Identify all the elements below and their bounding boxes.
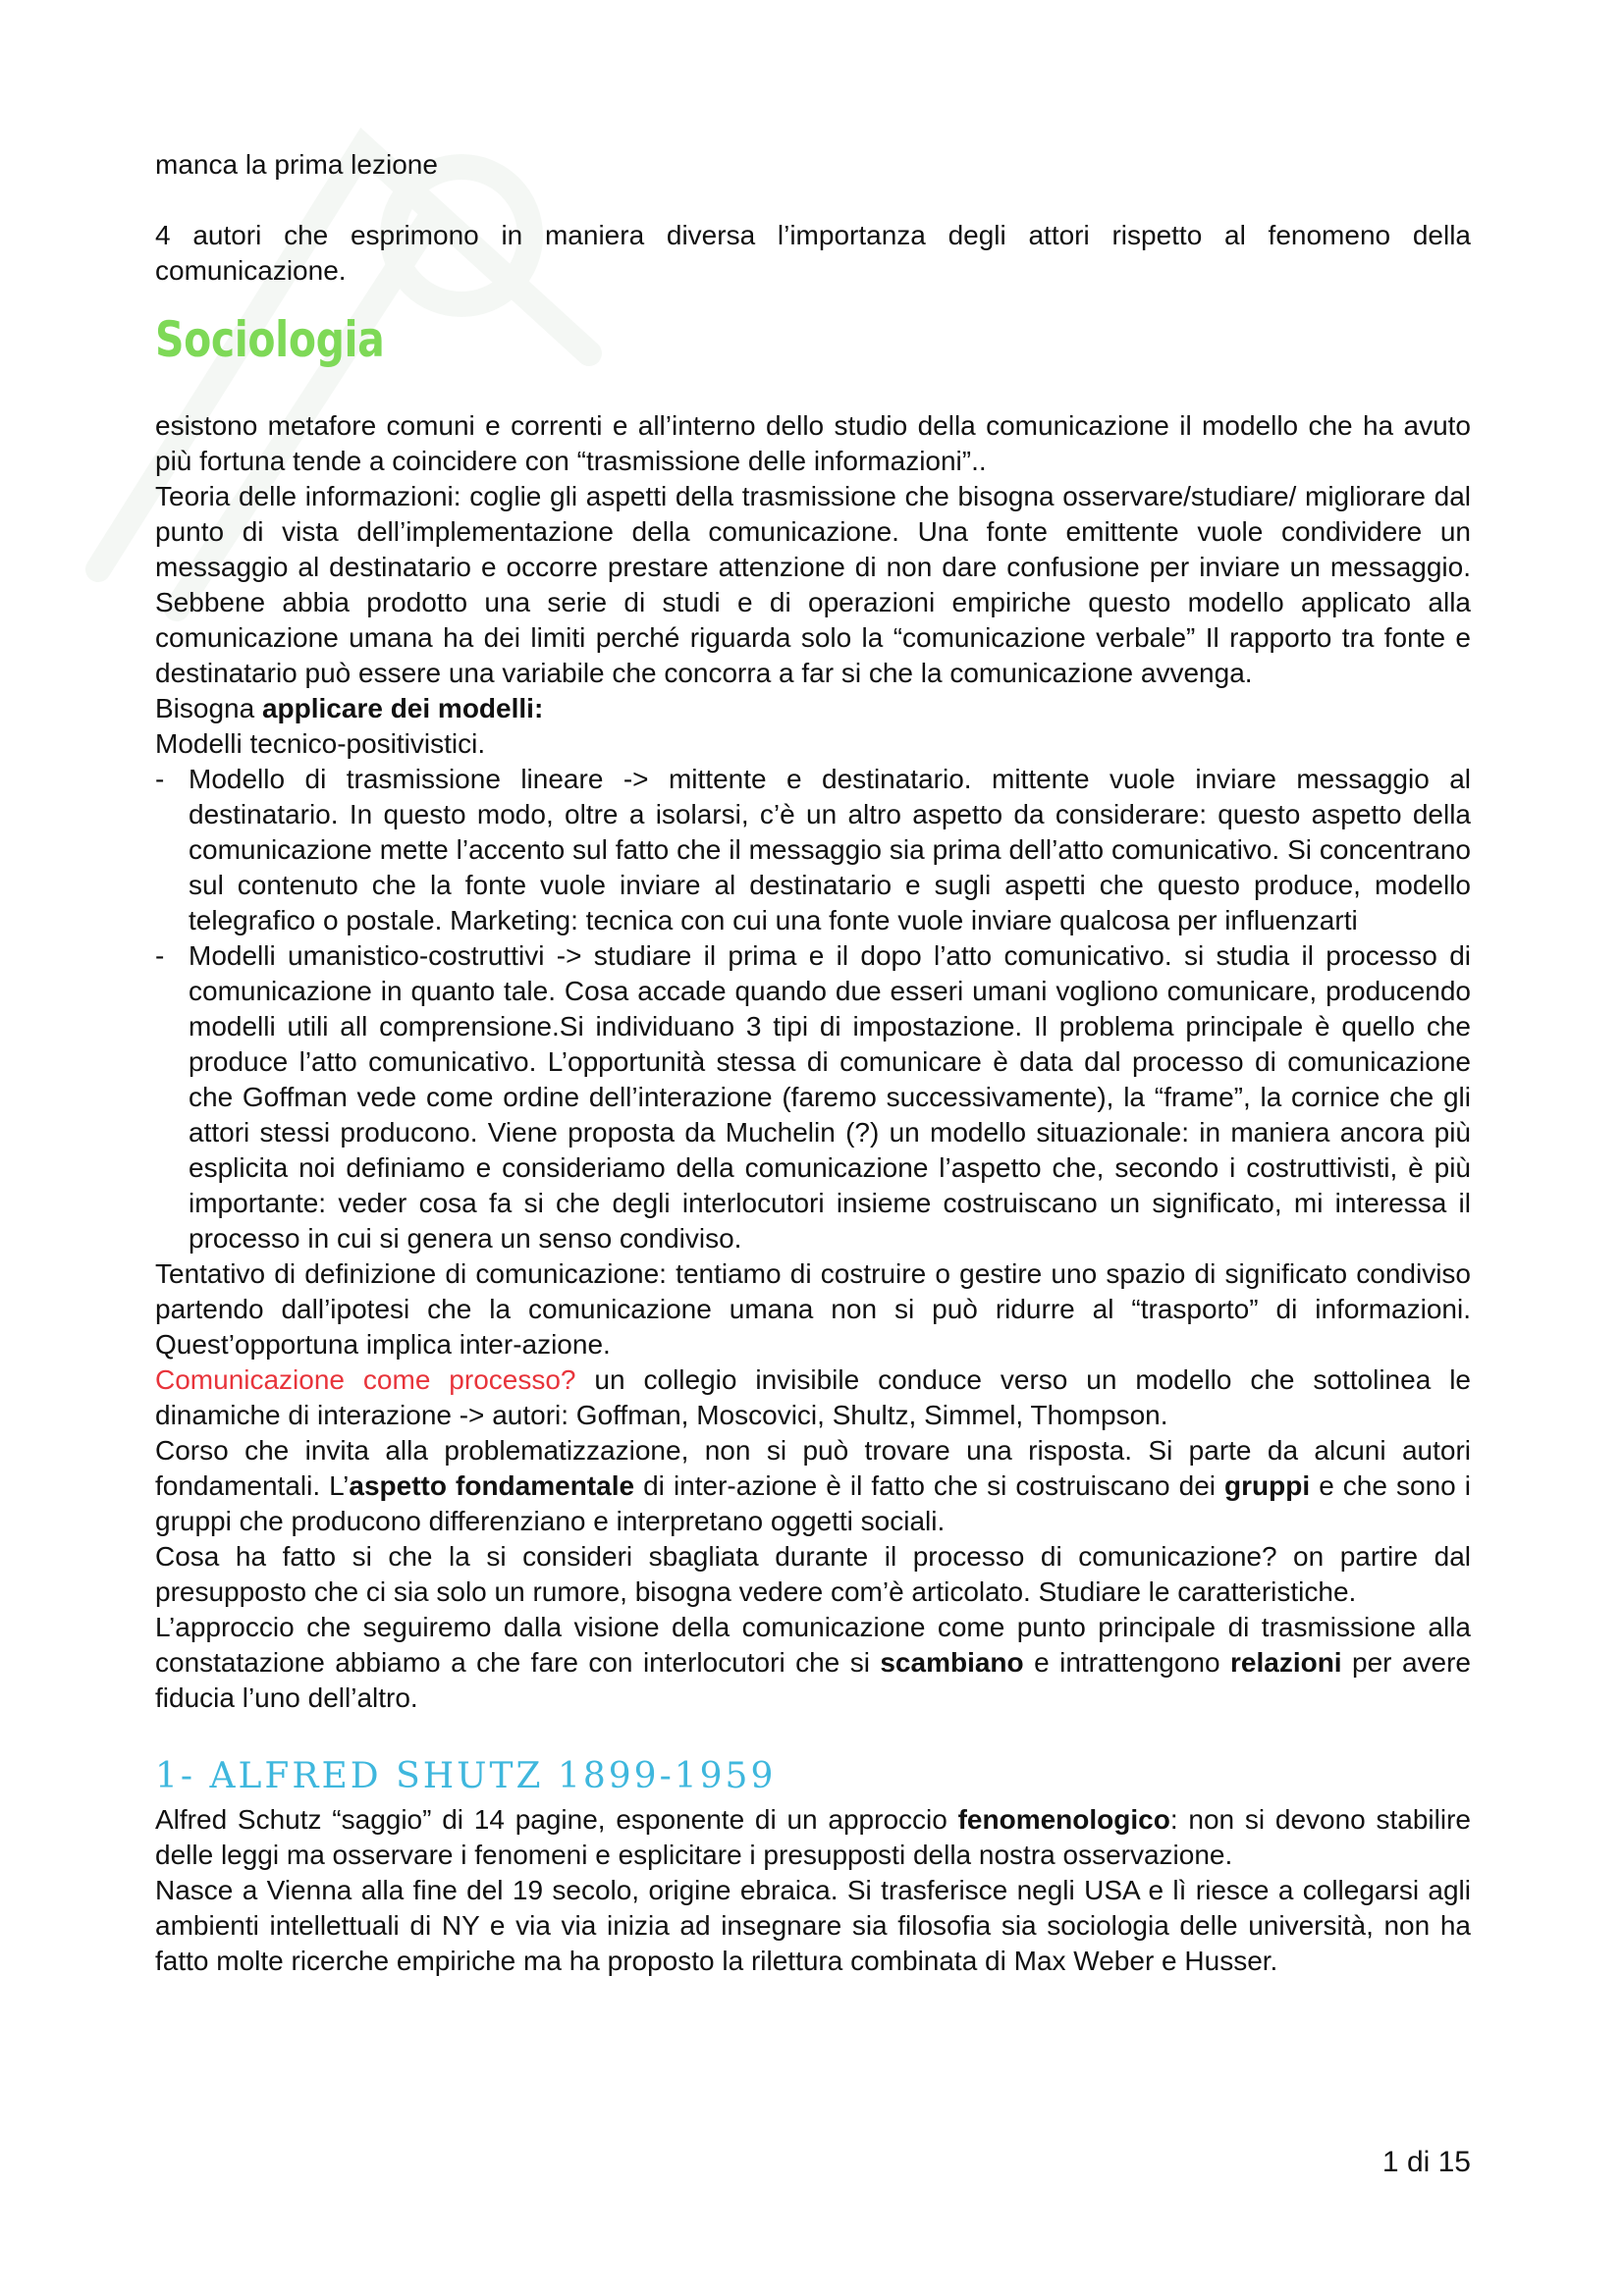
- paragraph-metafore: esistono metafore comuni e correnti e all’interno dello studio della comunicazione il modello che ha avuto più fortuna tende a coincidere con “trasmissione delle informazioni”..: [155, 410, 1471, 476]
- models-list: [155, 762, 1471, 1256]
- page-number: 1 di 15: [1381, 2146, 1471, 2178]
- intro-authors: 4 autori che esprimono in maniera diversa l’importanza degli attori rispetto al fenomeno della comunicazione.: [155, 220, 1471, 286]
- bold-applicare-modelli: applicare dei modelli:: [261, 693, 544, 723]
- list-item-trasmissione-lineare: - Modello di trasmissione lineare -> mittente e destinatario. mittente vuole inviare messaggio al destinatario. In questo modo, oltre a isolarsi, c’è un altro aspetto da considerare: questo aspetto della comunicazione mette l’accento sul fatto che il messaggio sia prima dell’atto comunicativo. Si concentrano sul contenuto che la fonte vuole inviare al destinatario e sugli aspetti che questo produce, modello telegrafico o postale. Marketing: tecnica con cui una fonte vuole inviare qualcosa per influenzarti: [155, 762, 1471, 938]
- bold-scambiano: scambiano: [880, 1647, 1024, 1678]
- paragraph-definizione: Tentativo di definizione di comunicazione: tentiamo di costruire o gestire uno spazio di significato condiviso partendo dall’ipotesi che la comunicazione umana non si può ridurre al “trasporto” di informazioni. Quest’opportuna implica inter-azione.: [155, 1258, 1471, 1360]
- paragraph-applicare-modelli: [155, 691, 1471, 726]
- text-fiducia: per avere fiducia l’uno dell’altro.: [155, 1647, 1471, 1713]
- text-bisogna: Bisogna: [155, 693, 262, 723]
- list-item-umanistico-costruttivi: - Modelli umanistico-costruttivi -> studiare il prima e il dopo l’atto comunicativo. si studia il processo di comunicazione in quanto tale. Cosa accade quando due esseri umani vogliono comunicare, producendo modelli utili all comprensione.Si individuano 3 tipi di impostazione. Il problema principale è quello che produce l’atto comunicativo. L’opportunità stessa di comunicare è data dal processo di comunicazione che Goffman vede come ordine dell’interazione (faremo successivamente), la “frame”, la cornice che gli attori stessi producono. Viene proposta da Muchelin (?) un modello situazionale: in maniera ancora più esplicita noi definiamo e consideriamo della comunicazione l’aspetto che, secondo i costruttivisti, è più importante: veder cosa fa si che degli interlocutori insieme costruiscano un significato, mi interessa il processo in cui si genera un senso condiviso.: [155, 938, 1471, 1256]
- text-inter-azione: di inter-azione è il fatto che si costruiscano dei: [634, 1470, 1225, 1501]
- paragraph-rumore: Cosa ha fatto si che la si consideri sbagliata durante il processo di comunicazione? on partire dal presupposto che ci sia solo un rumore, bisogna vedere com’è articolato. Studiare le caratteristiche.: [155, 1541, 1471, 1607]
- bold-aspetto-fondamentale: aspetto fondamentale: [349, 1470, 635, 1501]
- bold-relazioni: relazioni: [1230, 1647, 1342, 1678]
- paragraph-processo: [155, 1362, 1471, 1433]
- paragraph-approccio: [155, 1610, 1471, 1716]
- paragraph-schutz-saggio: [155, 1802, 1471, 1873]
- bold-fenomenologico: fenomenologico: [957, 1804, 1170, 1835]
- paragraph-schutz-biografia: Nasce a Vienna alla fine del 19 secolo, origine ebraica. Si trasferisce negli USA e lì riesce a collegarsi agli ambienti intellettuali di NY e via via inizia ad insegnare sia filosofia sia sociologia delle università, non ha fatto molte ricerche empiriche ma ha proposto la rilettura combinata di Max Weber e Husser.: [155, 1875, 1471, 1976]
- bold-gruppi: gruppi: [1224, 1470, 1311, 1501]
- intro-note: manca la prima lezione: [155, 149, 438, 180]
- heading-alfred-shutz: 1- ALFRED SHUTZ 1899-1959: [155, 1756, 777, 1796]
- highlight-comunicazione-processo: Comunicazione come processo?: [155, 1364, 576, 1395]
- text-approccio: L’approccio che seguiremo dalla visione della comunicazione come punto principale di trasmissione alla constatazione abbiamo a che fare con interlocutori che si: [155, 1612, 1471, 1678]
- text-schutz-saggio: Alfred Schutz “saggio” di 14 pagine, esponente di un approccio: [155, 1804, 958, 1835]
- heading-sociologia: Sociologia: [155, 311, 385, 368]
- text-collegio-invisibile: un collegio invisibile conduce verso un modello che sottolinea le dinamiche di interazione -> autori: Goffman, Moscovici, Shultz, Simmel, Thompson.: [155, 1364, 1471, 1430]
- document-page: [155, 147, 1471, 1979]
- text-oggetti-sociali: e che sono i gruppi che producono differenziano e interpretano oggetti sociali.: [155, 1470, 1471, 1536]
- paragraph-teoria-informazioni: Teoria delle informazioni: coglie gli aspetti della trasmissione che bisogna osservare/studiare/ migliorare dal punto di vista dell’implementazione della comunicazione. Una fonte emittente vuole condividere un messaggio al destinatario e occorre prestare attenzione di non dare confusione per inviare un messaggio. Sebbene abbia prodotto una serie di studi e di operazioni empiriche questo modello applicato alla comunicazione umana ha dei limiti perché riguarda solo la “comunicazione verbale” Il rapporto tra fonte e destinatario può essere una variabile che concorra a far si che la comunicazione avvenga.: [155, 481, 1471, 688]
- text-corso: Corso che invita alla problematizzazione, non si può trovare una risposta. Si parte da alcuni autori fondamentali. L’: [155, 1435, 1471, 1501]
- paragraph-problematizzazione: [155, 1433, 1471, 1539]
- text-osservazione: : non si devono stabilire delle leggi ma osservare i fenomeni e esplicitare i presupposti della nostra osservazione.: [155, 1804, 1471, 1870]
- paragraph-modelli-tecnici: Modelli tecnico-positivistici.: [155, 728, 486, 759]
- text-intrattengono: e intrattengono: [1023, 1647, 1230, 1678]
